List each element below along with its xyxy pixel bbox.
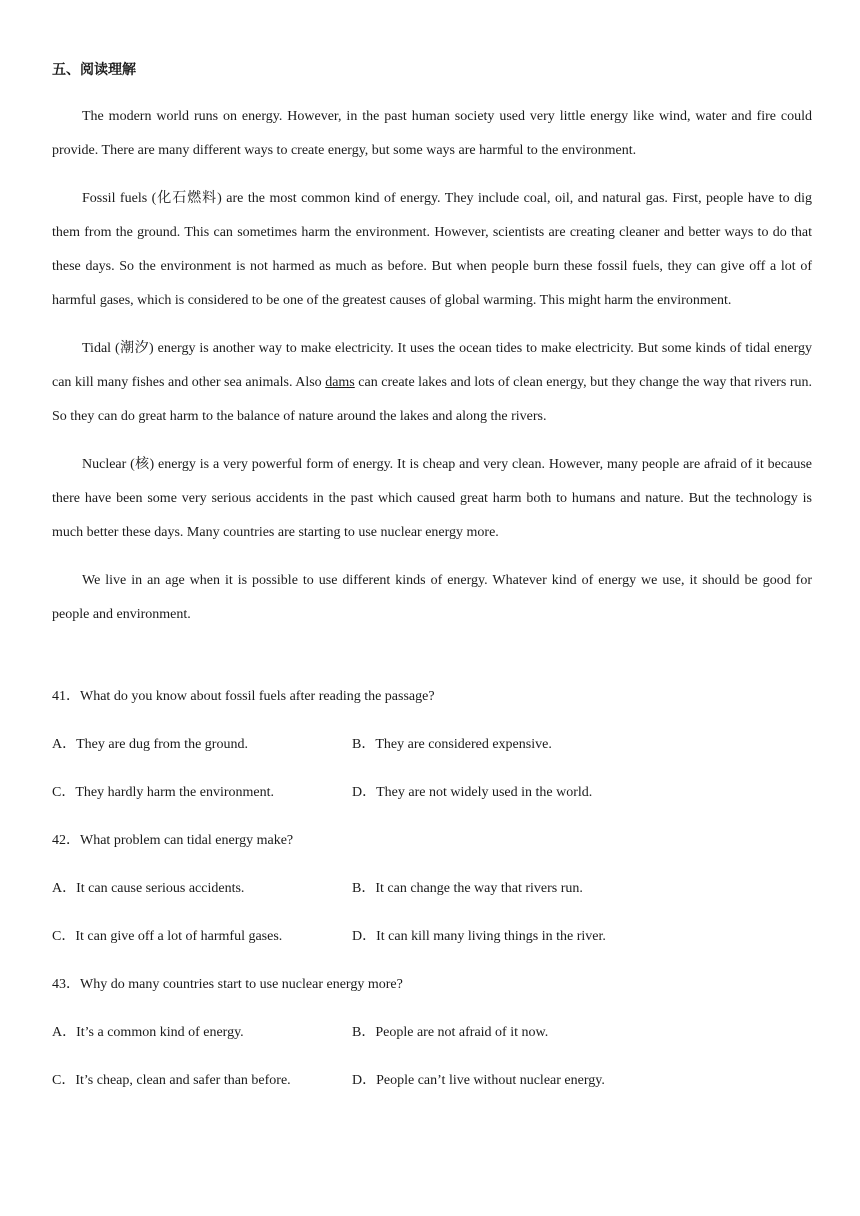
option-row [52,776,812,810]
option-row [52,728,812,762]
question-stem: 41．What do you know about fossil fuels after reading the passage? [52,689,435,704]
option-b: B．They are considered expensive. [352,737,552,752]
question-list [52,680,812,1112]
option-c: C．They hardly harm the environment. [52,785,274,800]
passage-paragraph-5: We live in an age when it is possible to use different kinds of energy. Whatever kind of energy we use, it should be good for people and environment. [52,573,812,622]
option-a: A．They are dug from the ground. [52,737,248,752]
option-d: D．People can’t live without nuclear energy. [352,1073,605,1088]
paragraph-3-text-start: Tidal (潮汐) energy is another way to make electricity. It uses the ocean tides to make electricity. But some kinds of tidal energy can kill many fishes and other sea animals. Also [52,341,812,390]
option-b: B．People are not afraid of it now. [352,1025,549,1040]
option-c: C．It’s cheap, clean and safer than before. [52,1073,291,1088]
question-stem: 43．Why do many countries start to use nuclear energy more? [52,977,403,992]
question-41 [52,680,812,810]
option-d: D．It can kill many living things in the river. [352,929,606,944]
option-row [52,872,812,906]
paragraph-3-text-end: can create lakes and lots of clean energy, but they change the way that rivers run. So they can do great harm to the balance of nature around the lakes and along the rivers. [52,375,812,424]
option-row [52,1064,812,1098]
option-b: B．It can change the way that rivers run. [352,881,583,896]
option-a: A．It’s a common kind of energy. [52,1025,244,1040]
option-a: A．It can cause serious accidents. [52,881,245,896]
question-42 [52,824,812,954]
reading-passage [52,100,812,646]
question-43 [52,968,812,1098]
question-stem: 42．What problem can tidal energy make? [52,833,294,848]
passage-paragraph-1: The modern world runs on energy. However, in the past human society used very little energy like wind, water and fire could provide. There are many different ways to create energy, but some ways are harmful to the environment. [52,109,812,158]
passage-paragraph-4: Nuclear (核) energy is a very powerful form of energy. It is cheap and very clean. However, many people are afraid of it because there have been some very serious accidents in the past which caused great harm both to humans and nature. But the technology is much better these days. Many countries are starting to use nuclear energy more. [52,457,812,540]
option-row [52,920,812,954]
section-title: 五、阅读理解 [52,62,136,78]
passage-paragraph-3 [52,332,812,434]
option-d: D．They are not widely used in the world. [352,785,593,800]
option-row [52,1016,812,1050]
passage-paragraph-2: Fossil fuels (化石燃料) are the most common kind of energy. They include coal, oil, and natural gas. First, people have to dig them from the ground. This can sometimes harm the environment. However, scientists are creating cleaner and better ways to do that these days. So the environment is not harmed as much as before. But when people burn these fossil fuels, they can give off a lot of harmful gases, which is considered to be one of the greatest causes of global warming. This might harm the environment. [52,191,812,308]
underlined-word-dams: dams [325,375,355,390]
option-c: C．It can give off a lot of harmful gases. [52,929,283,944]
